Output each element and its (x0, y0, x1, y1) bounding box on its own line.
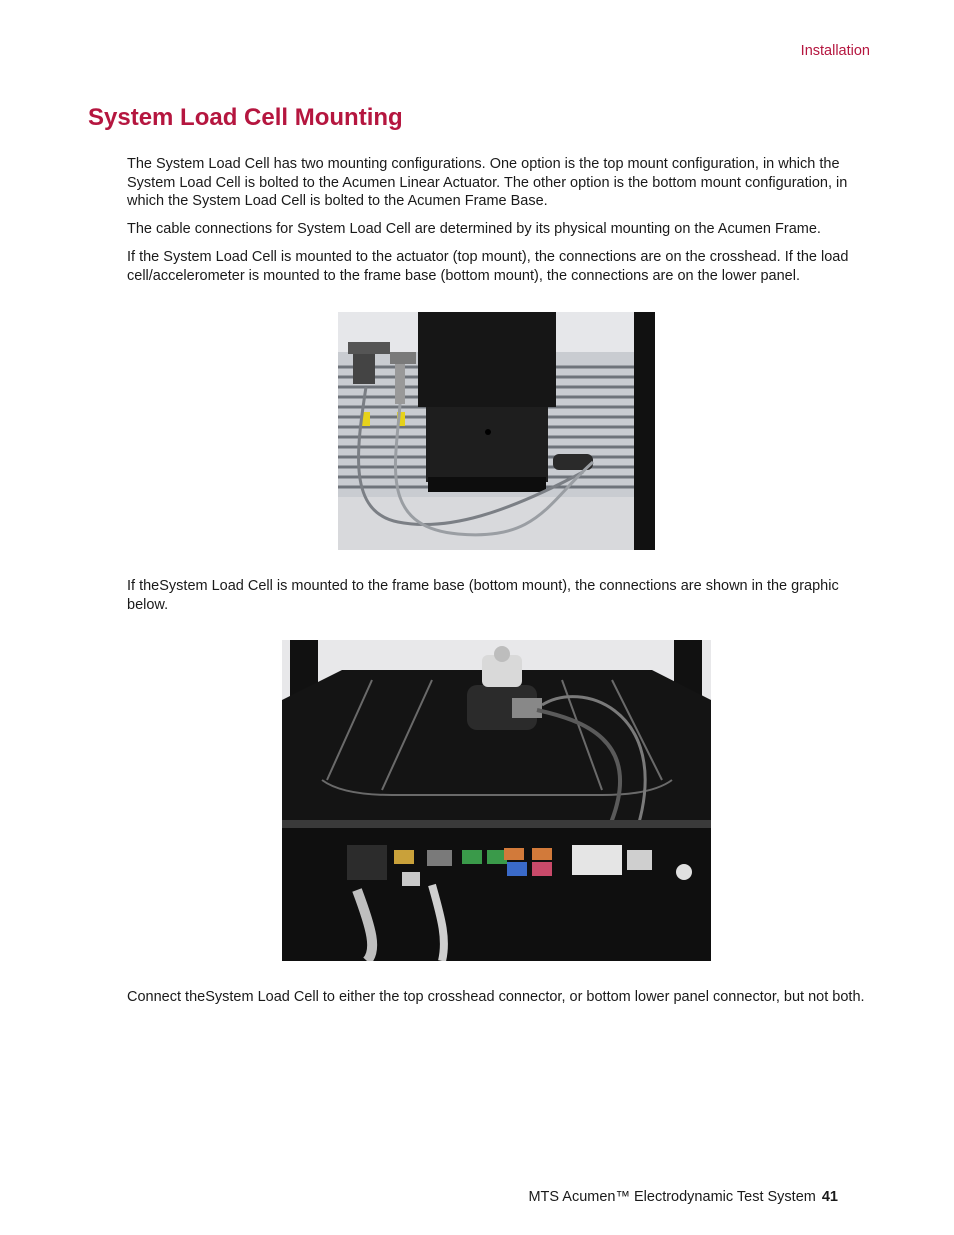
bottom-mount-paragraph: If theSystem Load Cell is mounted to the frame base (bottom mount), the connections are shown in the graphic below. (127, 578, 839, 613)
intro-paragraph: The System Load Cell has two mounting configurations. One option is the top mount configuration, in which the System Load Cell is bolted to the Acumen Linear Actuator. The other option is the bottom mount configuration, in which the System Load Cell is bolted to the Acumen Frame Base. (127, 156, 848, 209)
bottom-mount-photo (282, 640, 711, 961)
header-section-label: Installation (800, 43, 870, 59)
connection-note-paragraph: Connect theSystem Load Cell to either the top crosshead connector, or bottom lower panel connector, but not both. (127, 989, 865, 1005)
page-title: System Load Cell Mounting (88, 104, 403, 131)
page-footer (528, 1189, 838, 1205)
top-mount-paragraph: If the System Load Cell is mounted to the actuator (top mount), the connections are on the crosshead. If the load cell/accelerometer is mounted to the frame base (bottom mount), the connections are on the lower panel. (127, 249, 849, 284)
footer-product-name: MTS Acumen™ Electrodynamic Test System (528, 1189, 816, 1205)
page-number: 41 (821, 1189, 838, 1205)
cable-paragraph: The cable connections for System Load Cell are determined by its physical mounting on the Acumen Frame. (127, 221, 821, 237)
top-mount-photo (338, 312, 655, 550)
